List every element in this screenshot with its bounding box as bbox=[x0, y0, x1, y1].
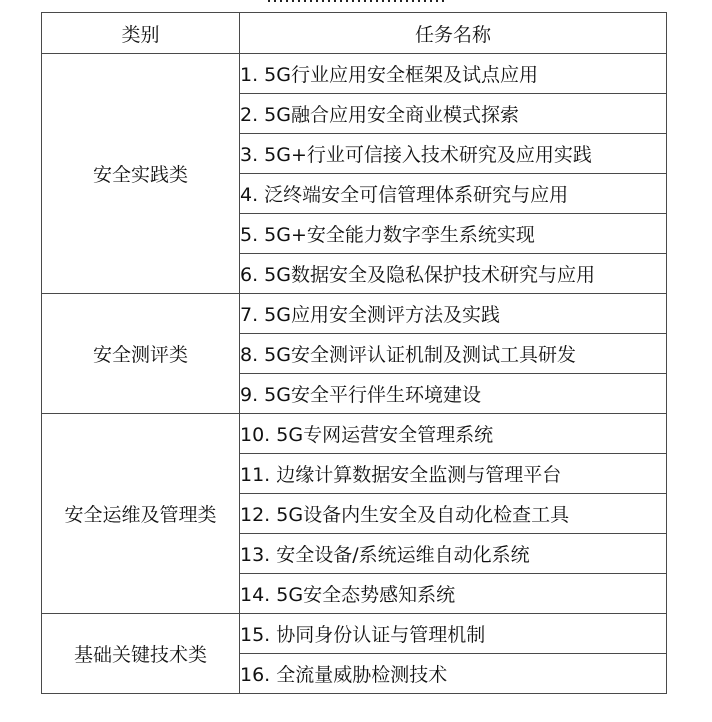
task-cell: 6. 5G数据安全及隐私保护技术研究与应用 bbox=[240, 254, 667, 294]
task-cell: 11. 边缘计算数据安全监测与管理平台 bbox=[240, 454, 667, 494]
task-cell: 7. 5G应用安全测评方法及实践 bbox=[240, 294, 667, 334]
task-cell: 16. 全流量威胁检测技术 bbox=[240, 654, 667, 694]
task-cell: 12. 5G设备内生安全及自动化检查工具 bbox=[240, 494, 667, 534]
task-cell: 5. 5G+安全能力数字孪生系统实现 bbox=[240, 214, 667, 254]
table-header-row bbox=[42, 13, 667, 54]
category-cell-evaluation: 安全测评类 bbox=[42, 294, 240, 414]
table-row bbox=[42, 414, 667, 454]
task-cell: 15. 协同身份认证与管理机制 bbox=[240, 614, 667, 654]
table-row bbox=[42, 294, 667, 334]
task-cell: 2. 5G融合应用安全商业模式探索 bbox=[240, 94, 667, 134]
task-cell: 10. 5G专网运营安全管理系统 bbox=[240, 414, 667, 454]
table-row bbox=[42, 54, 667, 94]
category-cell-practice: 安全实践类 bbox=[42, 54, 240, 294]
task-cell: 1. 5G行业应用安全框架及试点应用 bbox=[240, 54, 667, 94]
task-table bbox=[41, 12, 667, 694]
task-cell: 13. 安全设备/系统运维自动化系统 bbox=[240, 534, 667, 574]
task-cell: 3. 5G+行业可信接入技术研究及应用实践 bbox=[240, 134, 667, 174]
task-cell: 14. 5G安全态势感知系统 bbox=[240, 574, 667, 614]
category-cell-foundation: 基础关键技术类 bbox=[42, 614, 240, 694]
clipped-caption bbox=[0, 0, 712, 6]
task-cell: 4. 泛终端安全可信管理体系研究与应用 bbox=[240, 174, 667, 214]
task-cell: 9. 5G安全平行伴生环境建设 bbox=[240, 374, 667, 414]
header-category: 类别 bbox=[42, 13, 240, 54]
task-cell: 8. 5G安全测评认证机制及测试工具研发 bbox=[240, 334, 667, 374]
table-row bbox=[42, 614, 667, 654]
category-cell-operations: 安全运维及管理类 bbox=[42, 414, 240, 614]
header-task-name: 任务名称 bbox=[240, 13, 667, 54]
